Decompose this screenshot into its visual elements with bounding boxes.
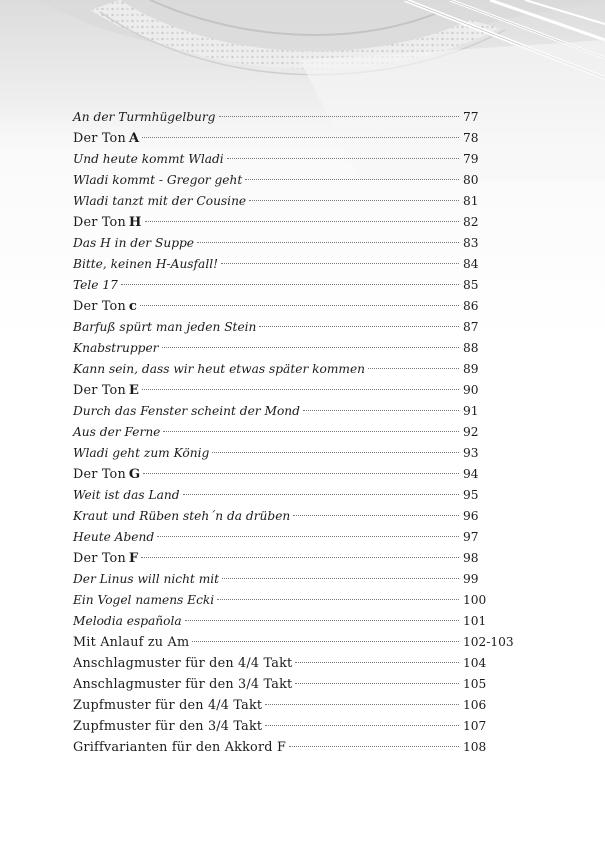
- toc-entry[interactable]: [73, 170, 503, 191]
- toc-entry[interactable]: [73, 695, 503, 716]
- toc-entry-page: 98: [463, 551, 479, 565]
- toc-entry-title: Der Ton H: [73, 215, 142, 230]
- toc-entry[interactable]: [73, 149, 503, 170]
- toc-leader-dots: [303, 410, 459, 411]
- toc-leader-dots: [185, 620, 459, 621]
- toc-leader-dots: [145, 221, 459, 222]
- toc-entry[interactable]: [73, 359, 503, 380]
- toc-entry-title: Heute Abend: [73, 530, 155, 544]
- toc-entry[interactable]: [73, 233, 503, 254]
- toc-entry[interactable]: [73, 191, 503, 212]
- toc-entry[interactable]: [73, 212, 503, 233]
- toc-entry-note: E: [128, 383, 140, 398]
- toc-entry[interactable]: [73, 674, 503, 695]
- toc-entry[interactable]: [73, 653, 503, 674]
- toc-entry-page: 100: [463, 593, 487, 607]
- toc-leader-dots: [293, 515, 459, 516]
- toc-entry-title: Melodia española: [73, 614, 182, 628]
- toc-entry-title: Bitte, keinen H-Ausfall!: [73, 257, 219, 271]
- toc-entry-page: 107: [463, 719, 487, 733]
- toc-leader-dots: [197, 242, 459, 243]
- toc-entry[interactable]: [73, 527, 503, 548]
- toc-entry-note: F: [128, 551, 139, 566]
- toc-entry-page: 78: [463, 131, 479, 145]
- toc-entry-title: Durch das Fenster scheint der Mond: [73, 404, 300, 418]
- toc-leader-dots: [141, 557, 459, 558]
- toc-entry[interactable]: [73, 548, 503, 569]
- toc-entry-page: 89: [463, 362, 479, 376]
- toc-entry-title: Weit ist das Land: [73, 488, 180, 502]
- toc-leader-dots: [183, 494, 459, 495]
- toc-leader-dots: [157, 536, 459, 537]
- toc-leader-dots: [222, 578, 459, 579]
- toc-entry-title: Der Ton G: [73, 467, 141, 482]
- toc-entry-title: Kraut und Rüben steh´n da drüben: [73, 509, 291, 523]
- toc-leader-dots: [265, 704, 459, 705]
- toc-leader-dots: [295, 662, 459, 663]
- toc-entry-page: 105: [463, 677, 487, 691]
- toc-entry-title: Aus der Ferne: [73, 425, 161, 439]
- toc-leader-dots: [163, 431, 459, 432]
- toc-entry-page: 87: [463, 320, 479, 334]
- toc-entry-title: An der Turmhügelburg: [73, 110, 216, 124]
- toc-leader-dots: [245, 179, 459, 180]
- toc-leader-dots: [219, 116, 460, 117]
- toc-entry[interactable]: [73, 275, 503, 296]
- toc-entry-title: Kann sein, dass wir heut etwas später kommen: [73, 362, 366, 376]
- toc-entry-title: Griffvarianten für den Akkord F: [73, 740, 287, 755]
- toc-entry-title: Anschlagmuster für den 3/4 Takt: [73, 677, 293, 692]
- toc-entry-page: 79: [463, 152, 479, 166]
- toc-entry-page: 85: [463, 278, 479, 292]
- toc-entry[interactable]: [73, 380, 503, 401]
- toc-entry[interactable]: [73, 569, 503, 590]
- toc-entry-page: 92: [463, 425, 479, 439]
- toc-entry-page: 93: [463, 446, 479, 460]
- toc-leader-dots: [192, 641, 459, 642]
- toc-entry-title: Das H in der Suppe: [73, 236, 195, 250]
- toc-leader-dots: [295, 683, 459, 684]
- toc-entry-title: Wladi tanzt mit der Cousine: [73, 194, 247, 208]
- toc-entry-note: H: [128, 215, 142, 230]
- toc-leader-dots: [368, 368, 459, 369]
- toc-leader-dots: [249, 200, 459, 201]
- toc-entry-title: Zupfmuster für den 3/4 Takt: [73, 719, 263, 734]
- toc-entry-page: 99: [463, 572, 479, 586]
- toc-entry-title: Der Ton F: [73, 551, 139, 566]
- toc-entry-title: Zupfmuster für den 4/4 Takt: [73, 698, 263, 713]
- toc-entry-page: 86: [463, 299, 479, 313]
- toc-entry-title: Ein Vogel namens Ecki: [73, 593, 215, 607]
- toc-entry-page: 97: [463, 530, 479, 544]
- toc-entry-page: 90: [463, 383, 479, 397]
- toc-entry-title: Knabstrupper: [73, 341, 159, 355]
- toc-entry[interactable]: [73, 737, 503, 758]
- toc-entry-title: Wladi geht zum König: [73, 446, 210, 460]
- toc-leader-dots: [162, 347, 460, 348]
- toc-entry[interactable]: [73, 401, 503, 422]
- toc-entry-page: 83: [463, 236, 479, 250]
- toc-leader-dots: [140, 305, 459, 306]
- toc-leader-dots: [212, 452, 459, 453]
- toc-entry-title: Und heute kommt Wladi: [73, 152, 224, 166]
- toc-entry-page: 84: [463, 257, 479, 271]
- toc-entry-page: 108: [463, 740, 487, 754]
- toc-entry[interactable]: [73, 506, 503, 527]
- toc-entry-note: G: [128, 467, 141, 482]
- toc-leader-dots: [265, 725, 459, 726]
- toc-entry-note: A: [128, 131, 140, 146]
- toc-entry[interactable]: [73, 443, 503, 464]
- toc-entry-title: Der Ton A: [73, 131, 140, 146]
- toc-entry[interactable]: [73, 590, 503, 611]
- toc-entry-title: Der Linus will nicht mit: [73, 572, 220, 586]
- toc-entry[interactable]: [73, 422, 503, 443]
- toc-leader-dots: [142, 137, 459, 138]
- toc-entry-title: Wladi kommt - Gregor geht: [73, 173, 243, 187]
- toc-entry[interactable]: [73, 107, 503, 128]
- toc-entry-page: 95: [463, 488, 479, 502]
- toc-entry-page: 96: [463, 509, 479, 523]
- toc-entry-page: 82: [463, 215, 479, 229]
- toc-entry[interactable]: [73, 338, 503, 359]
- toc-leader-dots: [121, 284, 459, 285]
- toc-entry[interactable]: [73, 632, 514, 653]
- toc-entry-page: 104: [463, 656, 487, 670]
- table-of-contents: [73, 107, 514, 758]
- toc-entry-title: Der Ton c: [73, 299, 138, 314]
- toc-entry-page: 91: [463, 404, 479, 418]
- toc-leader-dots: [227, 158, 459, 159]
- toc-entry-note: c: [128, 299, 138, 314]
- toc-leader-dots: [259, 326, 459, 327]
- toc-entry-title: Der Ton E: [73, 383, 140, 398]
- toc-leader-dots: [289, 746, 459, 747]
- toc-entry-title: Anschlagmuster für den 4/4 Takt: [73, 656, 293, 671]
- toc-entry-page: 102-103: [463, 635, 514, 649]
- toc-entry[interactable]: [73, 317, 503, 338]
- toc-leader-dots: [143, 473, 459, 474]
- toc-entry[interactable]: [73, 485, 503, 506]
- toc-entry[interactable]: [73, 716, 503, 737]
- toc-entry[interactable]: [73, 254, 503, 275]
- toc-entry-page: 94: [463, 467, 479, 481]
- toc-entry-page: 88: [463, 341, 479, 355]
- toc-entry[interactable]: [73, 128, 503, 149]
- toc-entry[interactable]: [73, 296, 503, 317]
- toc-entry-page: 81: [463, 194, 479, 208]
- toc-leader-dots: [221, 263, 459, 264]
- toc-entry[interactable]: [73, 611, 503, 632]
- toc-leader-dots: [142, 389, 459, 390]
- toc-entry-title: Mit Anlauf zu Am: [73, 635, 190, 650]
- toc-entry-title: Barfuß spürt man jeden Stein: [73, 320, 257, 334]
- toc-leader-dots: [217, 599, 459, 600]
- toc-entry-page: 106: [463, 698, 487, 712]
- toc-entry-page: 80: [463, 173, 479, 187]
- toc-entry-page: 77: [463, 110, 479, 124]
- toc-entry-page: 101: [463, 614, 487, 628]
- toc-entry[interactable]: [73, 464, 503, 485]
- toc-entry-title: Tele 17: [73, 278, 118, 292]
